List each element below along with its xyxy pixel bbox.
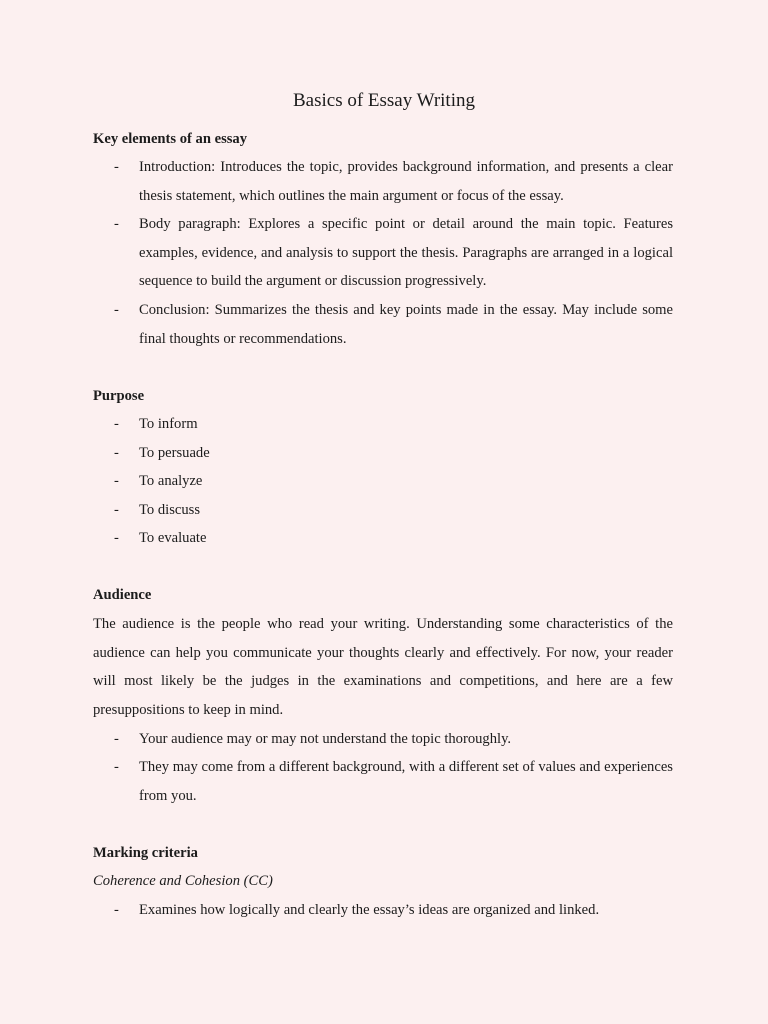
bullet-marker: - <box>114 159 119 175</box>
section-heading-purpose: Purpose <box>93 388 145 404</box>
list-item-purpose: To evaluate <box>139 530 207 546</box>
bullet-marker: - <box>114 759 119 775</box>
subheading-coherence-cohesion: Coherence and Cohesion (CC) <box>93 873 273 889</box>
bullet-marker: - <box>114 216 119 232</box>
bullet-marker: - <box>114 731 119 747</box>
list-item-purpose: To persuade <box>139 445 210 461</box>
list-item-audience: Your audience may or may not understand the topic thoroughly. <box>139 731 512 747</box>
list-item-introduction: Introduction: Introduces the topic, provides background information, and presents a clear thesis statement, which outlines the main argument or focus of the essay. <box>139 159 673 204</box>
list-item-marking-criteria: Examines how logically and clearly the essay’s ideas are organized and linked. <box>139 902 600 918</box>
list-item-purpose: To inform <box>139 416 198 432</box>
document-title: Basics of Essay Writing <box>292 90 475 111</box>
list-item-purpose: To discuss <box>139 502 201 518</box>
bullet-marker: - <box>114 302 119 318</box>
bullet-marker: - <box>114 502 119 518</box>
section-heading-audience: Audience <box>93 587 152 603</box>
bullet-marker: - <box>114 473 119 489</box>
list-item-conclusion: Conclusion: Summarizes the thesis and key points made in the essay. May include some final thoughts or recommendations. <box>139 302 673 347</box>
bullet-marker: - <box>114 445 119 461</box>
list-item-purpose: To analyze <box>139 473 203 489</box>
section-heading-key-elements: Key elements of an essay <box>93 131 248 147</box>
bullet-marker: - <box>114 530 119 546</box>
bullet-marker: - <box>114 902 119 918</box>
list-item-body-paragraph: Body paragraph: Explores a specific point or detail around the main topic. Features examples, evidence, and analysis to support the thesis. Paragraphs are arranged in a logical sequence to build the argument or discussion progressively. <box>139 216 673 290</box>
audience-paragraph: The audience is the people who read your writing. Understanding some characteristics of the audience can help you communicate your thoughts clearly and effectively. For now, your reader will most likely be the judges in the examinations and competitions, and here are a few presuppositions to keep in mind. <box>93 616 673 718</box>
bullet-marker: - <box>114 416 119 432</box>
list-item-audience: They may come from a different background, with a different set of values and experiences from you. <box>139 759 673 804</box>
section-heading-marking-criteria: Marking criteria <box>93 845 198 861</box>
